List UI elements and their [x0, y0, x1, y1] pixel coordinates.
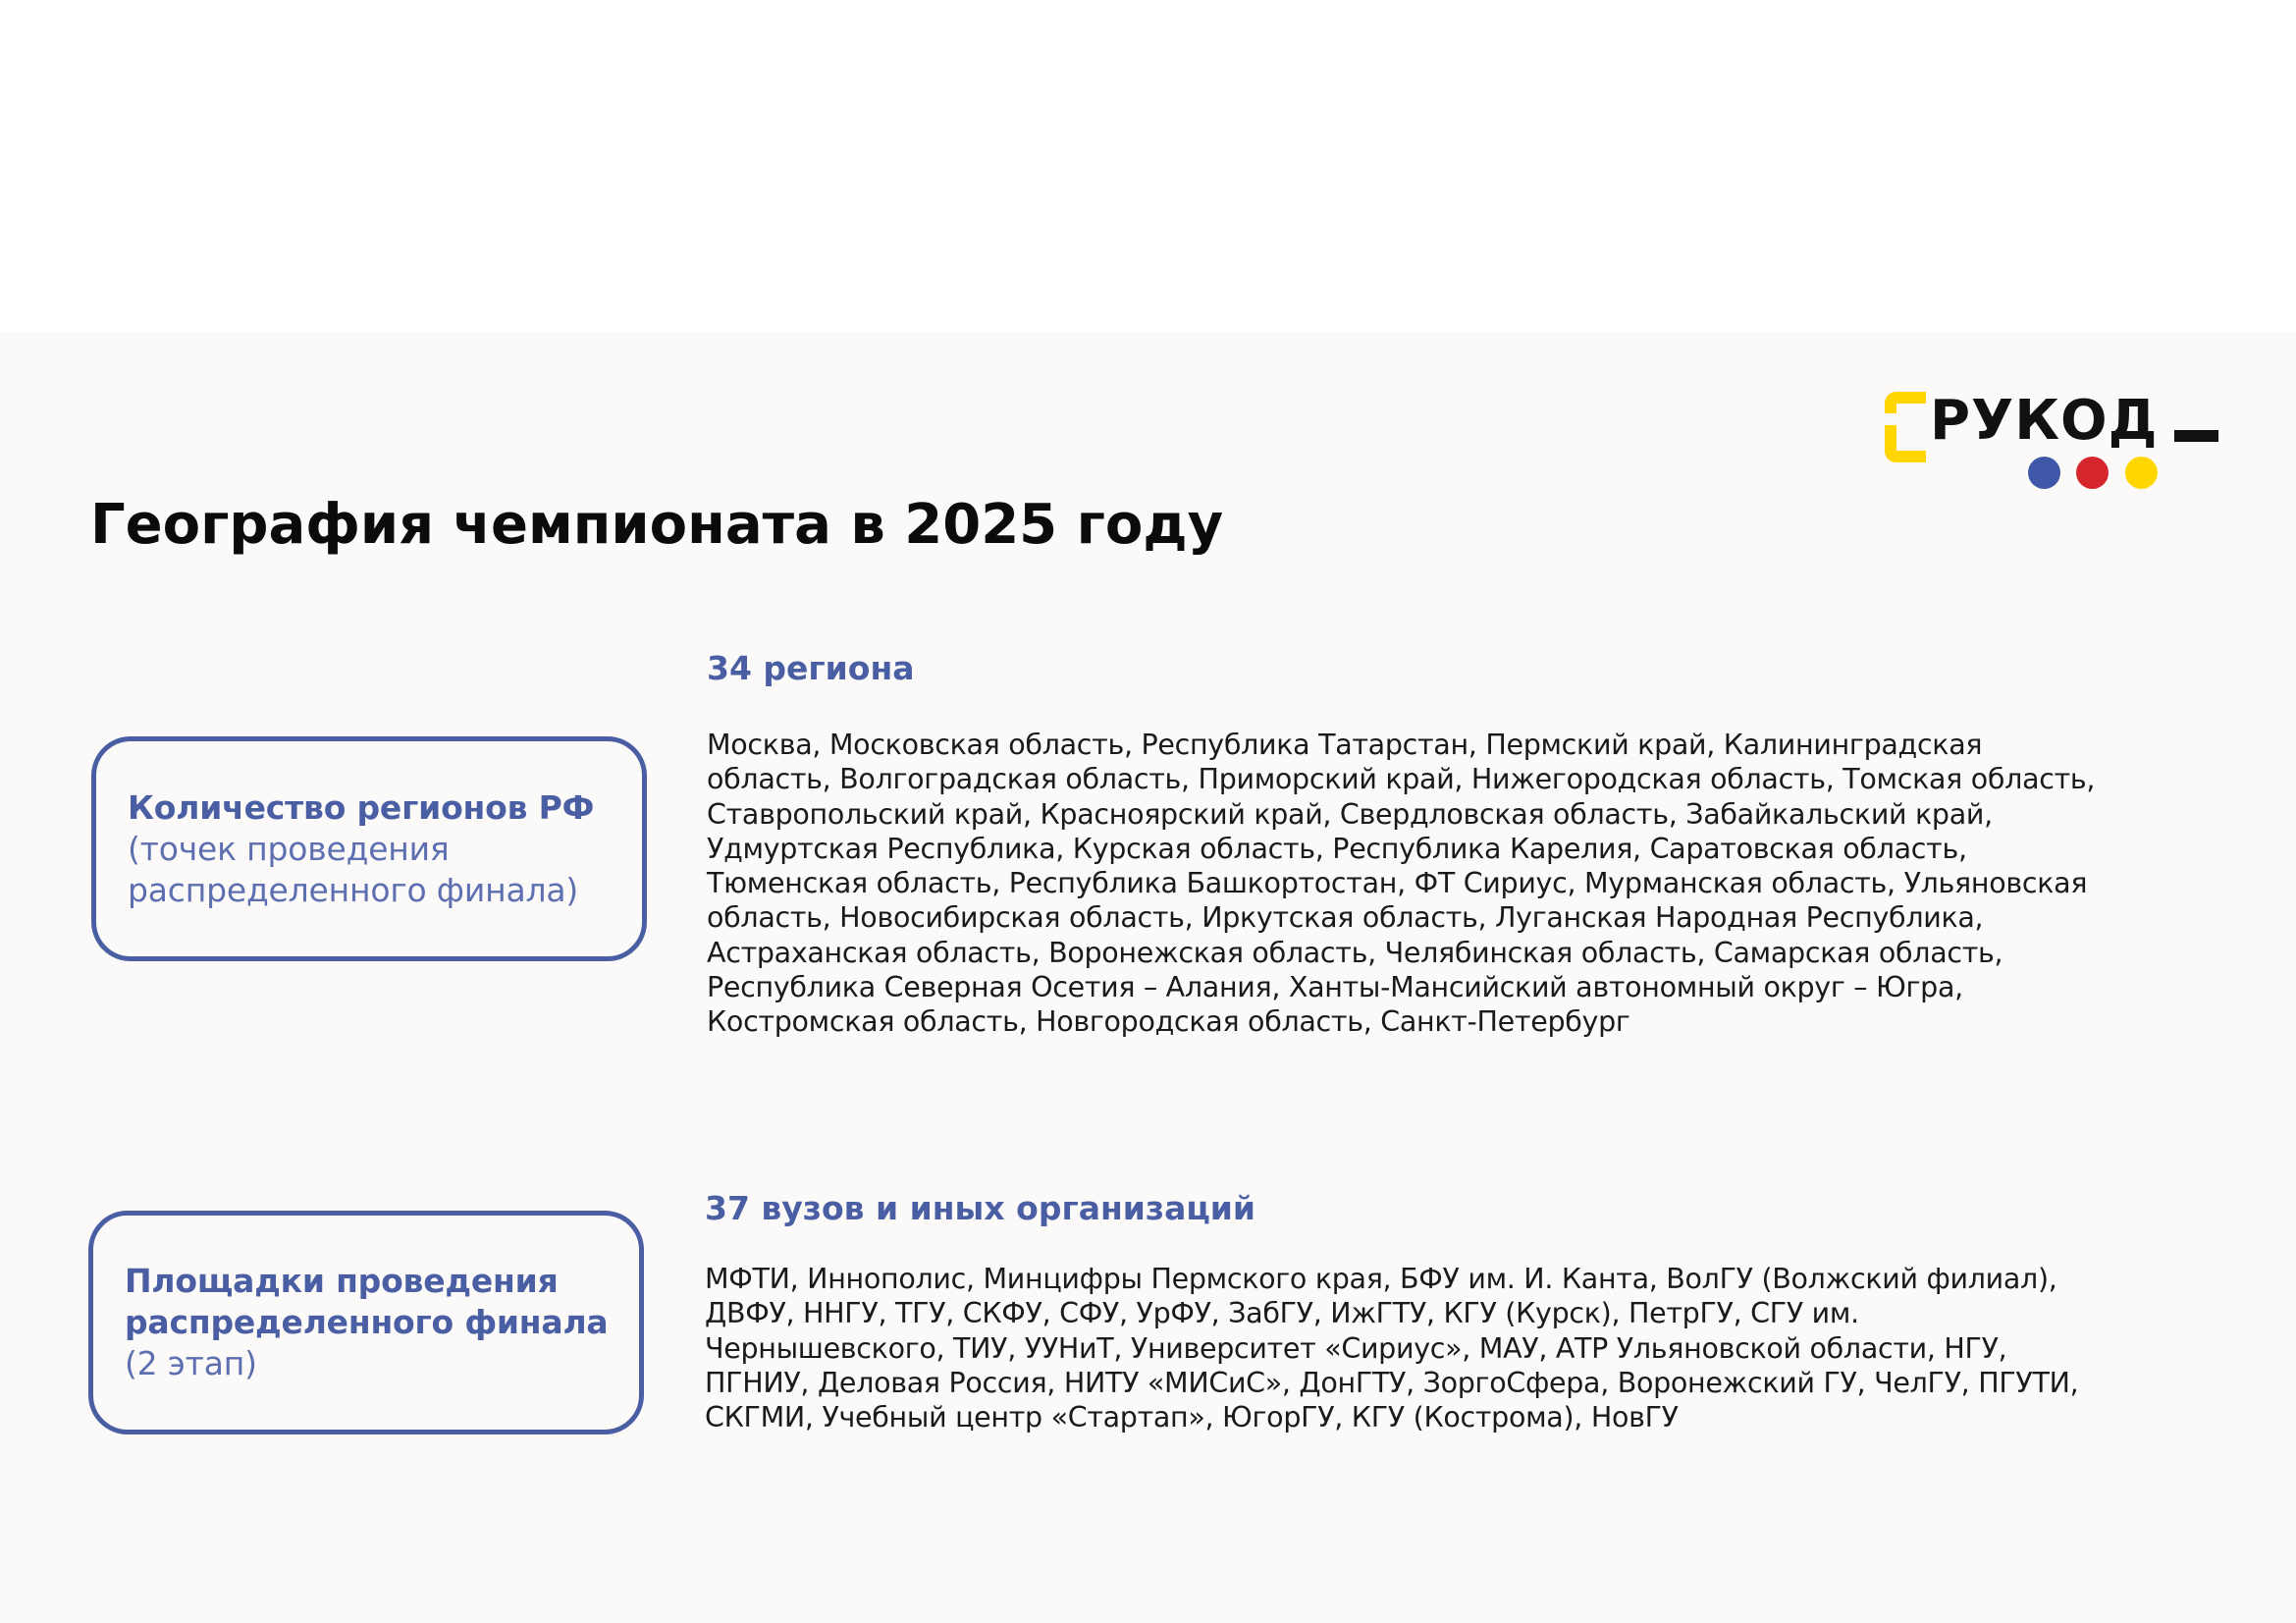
- rukod-logo: [1883, 386, 2224, 494]
- logo-text: РУКОД: [1930, 389, 2159, 453]
- logo-dot-yellow: [2125, 457, 2158, 489]
- regions-card: [91, 736, 647, 961]
- logo-dot-blue: [2028, 457, 2060, 489]
- venues-card-subtitle: (2 этап): [125, 1344, 257, 1382]
- venues-heading: 37 вузов и иных организаций: [705, 1189, 1256, 1227]
- logo-bracket-icon: [1885, 392, 1926, 462]
- regions-card-title: Количество регионов РФ: [128, 787, 595, 827]
- venues-card-title: Площадки проведения распределенного финала: [125, 1262, 609, 1341]
- logo-bracket-notch: [1883, 413, 1898, 425]
- regions-card-text: [128, 787, 613, 911]
- regions-card-subtitle: (точек проведения распределенного финала): [128, 829, 579, 909]
- venues-list: МФТИ, Иннополис, Минцифры Пермского края, БФУ им. И. Канта, ВолГУ (Волжский филиал), ДВФУ, ННГУ, ТГУ, СКФУ, СФУ, УрФУ, ЗабГУ, ИжГТУ, КГУ (Курск), ПетрГУ, СГУ им. Чернышевского, ТИУ, УУНиТ, Университет «Сириус», МАУ, АТР Ульяновской области, НГУ, ПГНИУ, Деловая Россия, НИТУ «МИСиС», ДонГТУ, ЗоргоСфера, Воронежский ГУ, ЧелГУ, ПГУТИ, СКГМИ, Учебный центр «Стартап», ЮгорГУ, КГУ (Кострома), НовГУ: [705, 1263, 2079, 1434]
- logo-dot-red: [2076, 457, 2109, 489]
- venues-card: [88, 1211, 644, 1434]
- regions-heading: 34 региона: [707, 649, 915, 687]
- page-title: География чемпионата в 2025 году: [90, 493, 1224, 557]
- logo-underscore: [2174, 430, 2218, 442]
- venues-card-text: [125, 1261, 610, 1384]
- regions-list: Москва, Московская область, Республика Татарстан, Пермский край, Калининградская область, Волгоградская область, Приморский край, Нижегородская область, Томская область, Ставропольский край, Красноярский край, Свердловская область, Забайкальский край, Удмуртская Республика, Курская область, Республика Карелия, Саратовская область, Тюменская область, Республика Башкортостан, ФТ Сириус, Мурманская область, Ульяновская область, Новосибирская область, Иркутская область, Луганская Народная Республика, Астраханская область, Воронежская область, Челябинская область, Самарская область, Республика Северная Осетия – Алания, Ханты-Мансийский автономный округ – Югра, Костромская область, Новгородская область, Санкт-Петербург: [707, 729, 2096, 1039]
